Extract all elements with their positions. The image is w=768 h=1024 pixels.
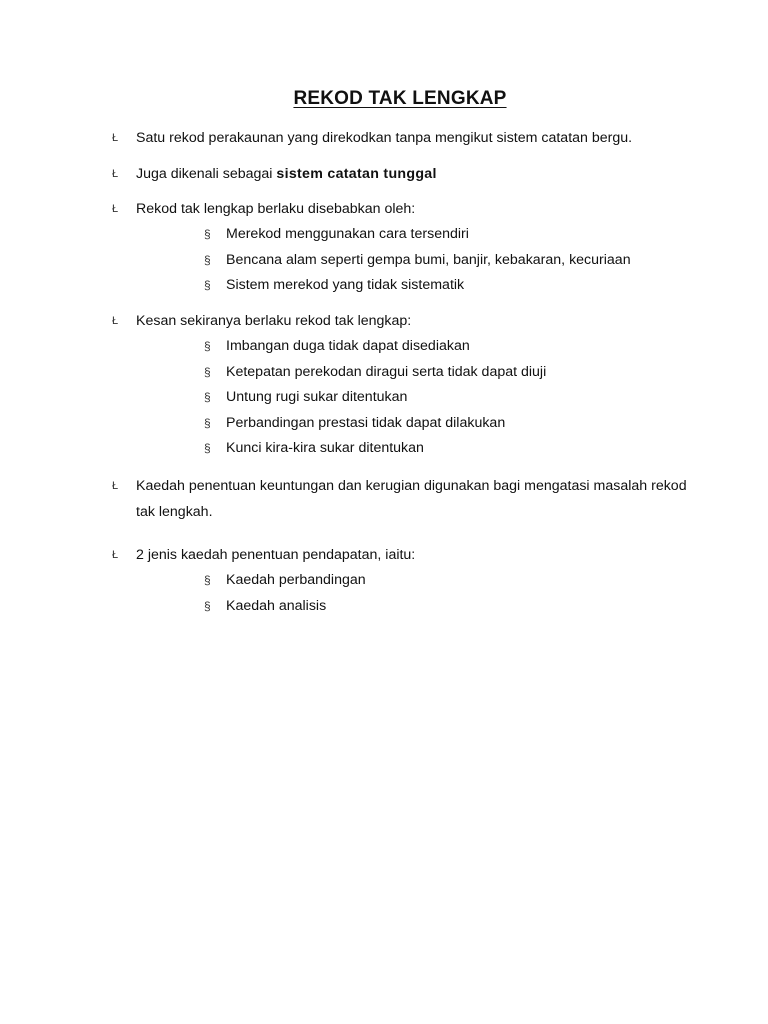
- sub-item-text: Kaedah perbandingan: [226, 572, 366, 588]
- bullet-text: Satu rekod perakaunan yang direkodkan tanpa mengikut sistem catatan bergu.: [136, 130, 633, 146]
- sub-bullet-marker: §: [204, 441, 211, 456]
- sub-item-text: Perbandingan prestasi tidak dapat dilakukan: [226, 414, 506, 431]
- sub-bullet-marker: §: [204, 278, 211, 293]
- sub-item-text: Kunci kira-kira sukar ditentukan: [226, 440, 424, 457]
- sub-bullet-marker: §: [204, 415, 211, 430]
- sub-list-item: [204, 273, 724, 299]
- sub-bullet-marker: §: [204, 252, 211, 267]
- bullet-text: [136, 161, 696, 187]
- sub-list-methods: [204, 568, 724, 619]
- sub-item-text: Sistem merekod yang tidak sistematik: [226, 277, 465, 294]
- sub-bullet-marker: §: [204, 390, 211, 405]
- sub-bullet-marker: §: [204, 573, 211, 587]
- sub-bullet-marker: §: [204, 339, 211, 353]
- sub-bullet-marker: §: [204, 364, 211, 379]
- sub-bullet-marker: §: [204, 227, 211, 241]
- bullet-text-prefix: Juga dikenali sebagai: [136, 166, 277, 182]
- sub-item-text: Merekod menggunakan cara tersendiri: [226, 226, 469, 242]
- sub-list-item: [204, 360, 724, 386]
- sub-item-text: Imbangan duga tidak dapat disediakan: [226, 338, 470, 354]
- bullet-marker: Ł: [112, 132, 119, 144]
- bullet-text: Kaedah penentuan keuntungan dan kerugian digunakan bagi mengatasi masalah rekod tak lengkah.: [136, 478, 687, 520]
- bullet-marker: Ł: [112, 203, 119, 215]
- sub-item-text: Untung rugi sukar ditentukan: [226, 389, 408, 406]
- bullet-text: Rekod tak lengkap berlaku disebabkan oleh:: [136, 201, 416, 217]
- sub-list-item: [204, 385, 724, 411]
- sub-list-item: [204, 222, 724, 248]
- sub-list-item: [204, 436, 724, 462]
- sub-list-item: [204, 411, 724, 437]
- sub-list-effects: [204, 334, 724, 462]
- bullet-marker: Ł: [112, 549, 119, 561]
- bullet-marker: Ł: [112, 168, 119, 180]
- sub-list-item: [204, 248, 724, 274]
- sub-list-item: [204, 568, 724, 594]
- sub-list-item: [204, 334, 724, 360]
- sub-item-text: Kaedah analisis: [226, 597, 327, 614]
- sub-item-text: Ketepatan perekodan diragui serta tidak dapat diuji: [226, 363, 547, 380]
- bullet-text: 2 jenis kaedah penentuan pendapatan, iaitu:: [136, 547, 416, 563]
- bullet-text-bold: sistem catatan tunggal: [276, 166, 437, 182]
- page-title: REKOD TAK LENGKAP: [293, 88, 507, 109]
- sub-list-causes: [204, 222, 724, 299]
- sub-bullet-marker: §: [204, 598, 211, 613]
- sub-list-item: [204, 594, 724, 620]
- bullet-marker: Ł: [112, 315, 119, 327]
- sub-item-text: Bencana alam seperti gempa bumi, banjir, kebakaran, kecuriaan: [226, 251, 631, 268]
- bullet-marker: Ł: [112, 480, 119, 492]
- bullet-text: Kesan sekiranya berlaku rekod tak lengkap:: [136, 313, 412, 329]
